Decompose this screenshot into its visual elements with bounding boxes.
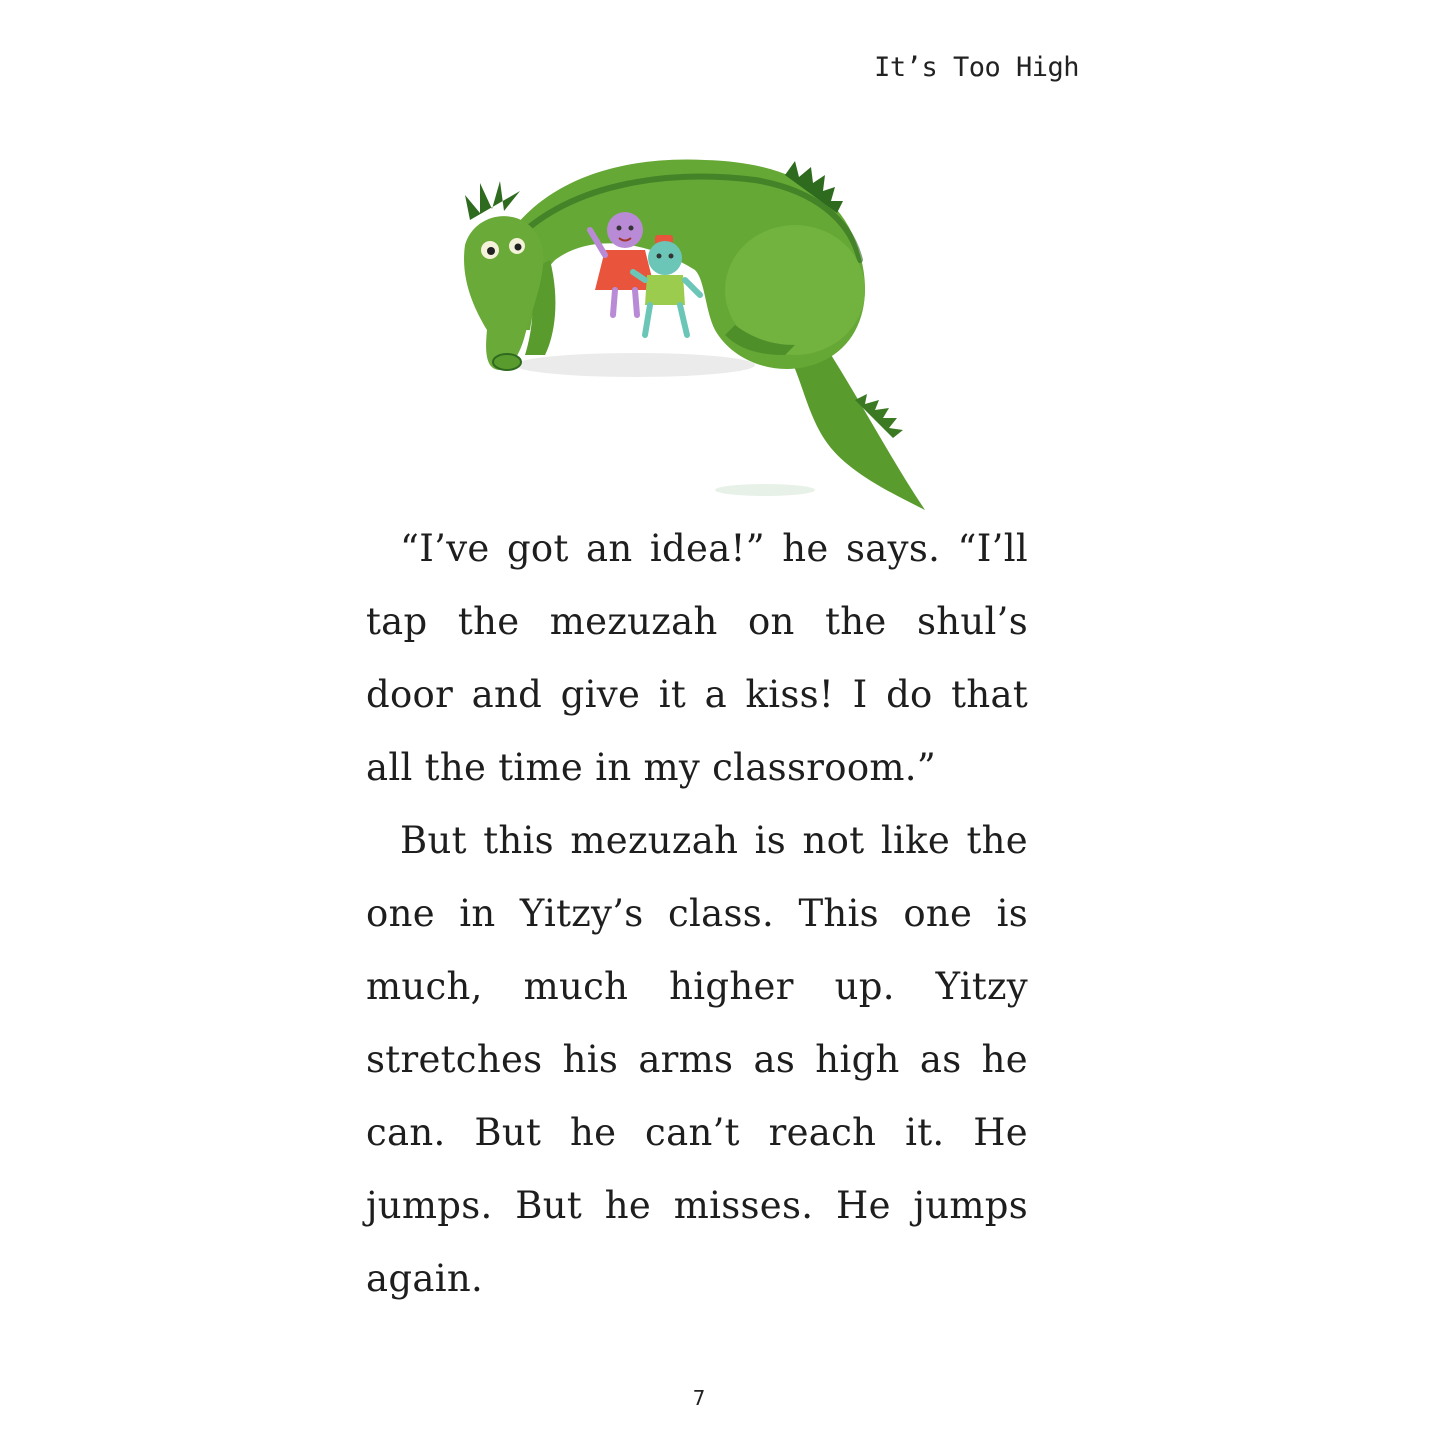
paragraph: But this mezuzah is not like the one in Yitzy’s class. This one is much, much higher up. Yitzy stretches his arms as high as he can. But he can’t reach it. He jumps. But he misses. He jumps again. [366,819,1028,1300]
page-number: 7 [692,1386,706,1410]
running-header: It’s Too High [874,52,1079,83]
story-text [366,512,1028,1315]
dragon-illustration [455,150,945,520]
paragraph: “I’ve got an idea!” he says. “I’ll tap the mezuzah on the shul’s door and give it a kiss! I do that all the time in my classroom.” [366,527,1028,789]
